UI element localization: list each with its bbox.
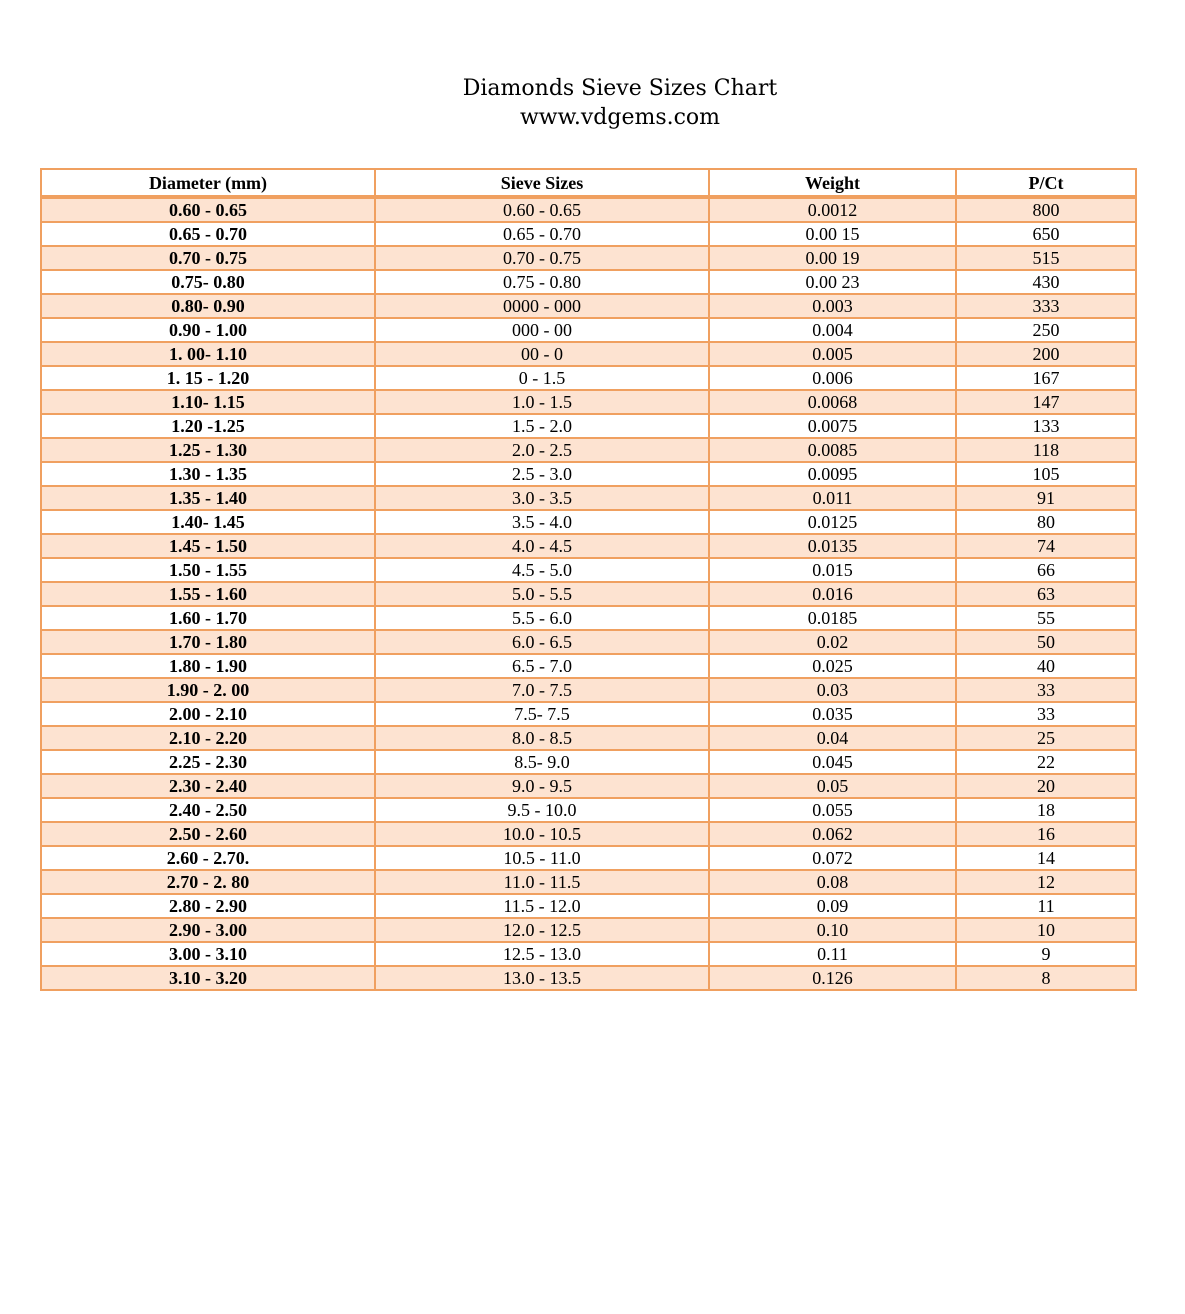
sieve-size-cell: 3.0 - 3.5 bbox=[375, 486, 709, 510]
sieve-size-cell: 7.0 - 7.5 bbox=[375, 678, 709, 702]
weight-cell: 0.035 bbox=[709, 702, 956, 726]
sieve-size-cell: 00 - 0 bbox=[375, 342, 709, 366]
pct-cell: 22 bbox=[956, 750, 1136, 774]
diameter-cell: 1.45 - 1.50 bbox=[41, 534, 375, 558]
weight-cell: 0.0125 bbox=[709, 510, 956, 534]
table-row bbox=[41, 894, 1136, 918]
table-row bbox=[41, 486, 1136, 510]
sieve-size-cell: 4.5 - 5.0 bbox=[375, 558, 709, 582]
document-title: Diamonds Sieve Sizes Chart bbox=[462, 76, 778, 101]
diameter-cell: 2.00 - 2.10 bbox=[41, 702, 375, 726]
pct-cell: 50 bbox=[956, 630, 1136, 654]
sieve-size-cell: 3.5 - 4.0 bbox=[375, 510, 709, 534]
pct-cell: 63 bbox=[956, 582, 1136, 606]
weight-cell: 0.0068 bbox=[709, 390, 956, 414]
weight-cell: 0.011 bbox=[709, 486, 956, 510]
sieve-size-cell: 1.5 - 2.0 bbox=[375, 414, 709, 438]
pct-cell: 91 bbox=[956, 486, 1136, 510]
diameter-cell: 1.35 - 1.40 bbox=[41, 486, 375, 510]
table-body bbox=[41, 197, 1136, 990]
table-row bbox=[41, 438, 1136, 462]
pct-cell: 105 bbox=[956, 462, 1136, 486]
sieve-size-cell: 9.5 - 10.0 bbox=[375, 798, 709, 822]
diameter-cell: 2.50 - 2.60 bbox=[41, 822, 375, 846]
table-row bbox=[41, 942, 1136, 966]
weight-cell: 0.0185 bbox=[709, 606, 956, 630]
sieve-size-cell: 5.0 - 5.5 bbox=[375, 582, 709, 606]
pct-cell: 40 bbox=[956, 654, 1136, 678]
pct-cell: 200 bbox=[956, 342, 1136, 366]
sieve-size-cell: 10.5 - 11.0 bbox=[375, 846, 709, 870]
sieve-size-cell: 12.5 - 13.0 bbox=[375, 942, 709, 966]
pct-cell: 80 bbox=[956, 510, 1136, 534]
diameter-cell: 0.90 - 1.00 bbox=[41, 318, 375, 342]
weight-cell: 0.00 19 bbox=[709, 246, 956, 270]
table-row bbox=[41, 966, 1136, 990]
diameter-cell: 2.10 - 2.20 bbox=[41, 726, 375, 750]
sieve-size-cell: 0.70 - 0.75 bbox=[375, 246, 709, 270]
table-row bbox=[41, 798, 1136, 822]
pct-cell: 16 bbox=[956, 822, 1136, 846]
table-row bbox=[41, 270, 1136, 294]
sieve-size-cell: 2.5 - 3.0 bbox=[375, 462, 709, 486]
weight-cell: 0.00 23 bbox=[709, 270, 956, 294]
table-row bbox=[41, 582, 1136, 606]
table-row bbox=[41, 702, 1136, 726]
sieve-size-cell: 10.0 - 10.5 bbox=[375, 822, 709, 846]
sieve-size-cell: 6.5 - 7.0 bbox=[375, 654, 709, 678]
header-weight: Weight bbox=[709, 169, 956, 197]
sieve-size-cell: 13.0 - 13.5 bbox=[375, 966, 709, 990]
weight-cell: 0.072 bbox=[709, 846, 956, 870]
pct-cell: 8 bbox=[956, 966, 1136, 990]
sieve-size-cell: 9.0 - 9.5 bbox=[375, 774, 709, 798]
sieve-size-cell: 11.5 - 12.0 bbox=[375, 894, 709, 918]
sieve-size-cell: 8.0 - 8.5 bbox=[375, 726, 709, 750]
diameter-cell: 1. 15 - 1.20 bbox=[41, 366, 375, 390]
table-row bbox=[41, 246, 1136, 270]
diameter-cell: 1.55 - 1.60 bbox=[41, 582, 375, 606]
pct-cell: 118 bbox=[956, 438, 1136, 462]
sieve-size-cell: 000 - 00 bbox=[375, 318, 709, 342]
pct-cell: 250 bbox=[956, 318, 1136, 342]
diameter-cell: 1.50 - 1.55 bbox=[41, 558, 375, 582]
weight-cell: 0.0085 bbox=[709, 438, 956, 462]
weight-cell: 0.055 bbox=[709, 798, 956, 822]
diameter-cell: 2.90 - 3.00 bbox=[41, 918, 375, 942]
weight-cell: 0.025 bbox=[709, 654, 956, 678]
diameter-cell: 1.60 - 1.70 bbox=[41, 606, 375, 630]
sieve-size-cell: 8.5- 9.0 bbox=[375, 750, 709, 774]
weight-cell: 0.03 bbox=[709, 678, 956, 702]
weight-cell: 0.015 bbox=[709, 558, 956, 582]
diameter-cell: 2.30 - 2.40 bbox=[41, 774, 375, 798]
table-row bbox=[41, 366, 1136, 390]
pct-cell: 133 bbox=[956, 414, 1136, 438]
pct-cell: 800 bbox=[956, 197, 1136, 222]
table-row bbox=[41, 318, 1136, 342]
diameter-cell: 2.40 - 2.50 bbox=[41, 798, 375, 822]
table-row bbox=[41, 654, 1136, 678]
diameter-cell: 0.70 - 0.75 bbox=[41, 246, 375, 270]
table-row bbox=[41, 822, 1136, 846]
weight-cell: 0.11 bbox=[709, 942, 956, 966]
table-row bbox=[41, 606, 1136, 630]
pct-cell: 12 bbox=[956, 870, 1136, 894]
diameter-cell: 0.80- 0.90 bbox=[41, 294, 375, 318]
sieve-size-cell: 0000 - 000 bbox=[375, 294, 709, 318]
weight-cell: 0.006 bbox=[709, 366, 956, 390]
table-row bbox=[41, 918, 1136, 942]
pct-cell: 18 bbox=[956, 798, 1136, 822]
weight-cell: 0.0012 bbox=[709, 197, 956, 222]
table-row bbox=[41, 870, 1136, 894]
weight-cell: 0.0135 bbox=[709, 534, 956, 558]
diameter-cell: 2.25 - 2.30 bbox=[41, 750, 375, 774]
weight-cell: 0.10 bbox=[709, 918, 956, 942]
weight-cell: 0.005 bbox=[709, 342, 956, 366]
diameter-cell: 2.70 - 2. 80 bbox=[41, 870, 375, 894]
table-row bbox=[41, 414, 1136, 438]
pct-cell: 14 bbox=[956, 846, 1136, 870]
pct-cell: 515 bbox=[956, 246, 1136, 270]
weight-cell: 0.004 bbox=[709, 318, 956, 342]
sieve-size-cell: 4.0 - 4.5 bbox=[375, 534, 709, 558]
table-row bbox=[41, 197, 1136, 222]
table-row bbox=[41, 342, 1136, 366]
sieve-size-cell: 0.60 - 0.65 bbox=[375, 197, 709, 222]
sieve-size-cell: 0 - 1.5 bbox=[375, 366, 709, 390]
table-row bbox=[41, 558, 1136, 582]
diameter-cell: 1.20 -1.25 bbox=[41, 414, 375, 438]
document-subtitle: www.vdgems.com bbox=[519, 105, 721, 130]
pct-cell: 33 bbox=[956, 678, 1136, 702]
weight-cell: 0.00 15 bbox=[709, 222, 956, 246]
table-row bbox=[41, 390, 1136, 414]
diameter-cell: 0.75- 0.80 bbox=[41, 270, 375, 294]
pct-cell: 650 bbox=[956, 222, 1136, 246]
table-row bbox=[41, 846, 1136, 870]
table-row bbox=[41, 630, 1136, 654]
diameter-cell: 3.10 - 3.20 bbox=[41, 966, 375, 990]
weight-cell: 0.02 bbox=[709, 630, 956, 654]
sieve-size-cell: 7.5- 7.5 bbox=[375, 702, 709, 726]
pct-cell: 430 bbox=[956, 270, 1136, 294]
diameter-cell: 1.10- 1.15 bbox=[41, 390, 375, 414]
sieve-size-cell: 5.5 - 6.0 bbox=[375, 606, 709, 630]
diameter-cell: 2.60 - 2.70. bbox=[41, 846, 375, 870]
diameter-cell: 1.90 - 2. 00 bbox=[41, 678, 375, 702]
pct-cell: 20 bbox=[956, 774, 1136, 798]
pct-cell: 333 bbox=[956, 294, 1136, 318]
header-pct: P/Ct bbox=[956, 169, 1136, 197]
sieve-size-cell: 0.65 - 0.70 bbox=[375, 222, 709, 246]
weight-cell: 0.045 bbox=[709, 750, 956, 774]
pct-cell: 66 bbox=[956, 558, 1136, 582]
sieve-size-table bbox=[40, 168, 1137, 991]
table-header-row bbox=[41, 169, 1136, 197]
sieve-size-cell: 6.0 - 6.5 bbox=[375, 630, 709, 654]
weight-cell: 0.08 bbox=[709, 870, 956, 894]
diameter-cell: 3.00 - 3.10 bbox=[41, 942, 375, 966]
diameter-cell: 1.25 - 1.30 bbox=[41, 438, 375, 462]
weight-cell: 0.0075 bbox=[709, 414, 956, 438]
pct-cell: 25 bbox=[956, 726, 1136, 750]
pct-cell: 33 bbox=[956, 702, 1136, 726]
diameter-cell: 1.40- 1.45 bbox=[41, 510, 375, 534]
diameter-cell: 0.60 - 0.65 bbox=[41, 197, 375, 222]
sieve-size-cell: 12.0 - 12.5 bbox=[375, 918, 709, 942]
table-row bbox=[41, 678, 1136, 702]
table-row bbox=[41, 750, 1136, 774]
weight-cell: 0.04 bbox=[709, 726, 956, 750]
sieve-size-cell: 0.75 - 0.80 bbox=[375, 270, 709, 294]
weight-cell: 0.09 bbox=[709, 894, 956, 918]
document-header bbox=[0, 74, 1185, 132]
diameter-cell: 1.70 - 1.80 bbox=[41, 630, 375, 654]
table-row bbox=[41, 222, 1136, 246]
table-row bbox=[41, 510, 1136, 534]
pct-cell: 10 bbox=[956, 918, 1136, 942]
sieve-size-cell: 2.0 - 2.5 bbox=[375, 438, 709, 462]
header-sieve-sizes: Sieve Sizes bbox=[375, 169, 709, 197]
diameter-cell: 2.80 - 2.90 bbox=[41, 894, 375, 918]
weight-cell: 0.016 bbox=[709, 582, 956, 606]
table-row bbox=[41, 462, 1136, 486]
table-row bbox=[41, 294, 1136, 318]
weight-cell: 0.05 bbox=[709, 774, 956, 798]
pct-cell: 11 bbox=[956, 894, 1136, 918]
weight-cell: 0.003 bbox=[709, 294, 956, 318]
sieve-size-cell: 1.0 - 1.5 bbox=[375, 390, 709, 414]
table-row bbox=[41, 774, 1136, 798]
diameter-cell: 1.30 - 1.35 bbox=[41, 462, 375, 486]
table-row bbox=[41, 726, 1136, 750]
header-diameter: Diameter (mm) bbox=[41, 169, 375, 197]
weight-cell: 0.062 bbox=[709, 822, 956, 846]
sieve-size-table-container bbox=[40, 168, 1135, 991]
diameter-cell: 1.80 - 1.90 bbox=[41, 654, 375, 678]
pct-cell: 74 bbox=[956, 534, 1136, 558]
weight-cell: 0.126 bbox=[709, 966, 956, 990]
diameter-cell: 0.65 - 0.70 bbox=[41, 222, 375, 246]
pct-cell: 9 bbox=[956, 942, 1136, 966]
pct-cell: 55 bbox=[956, 606, 1136, 630]
weight-cell: 0.0095 bbox=[709, 462, 956, 486]
sieve-size-cell: 11.0 - 11.5 bbox=[375, 870, 709, 894]
pct-cell: 167 bbox=[956, 366, 1136, 390]
diameter-cell: 1. 00- 1.10 bbox=[41, 342, 375, 366]
pct-cell: 147 bbox=[956, 390, 1136, 414]
table-row bbox=[41, 534, 1136, 558]
